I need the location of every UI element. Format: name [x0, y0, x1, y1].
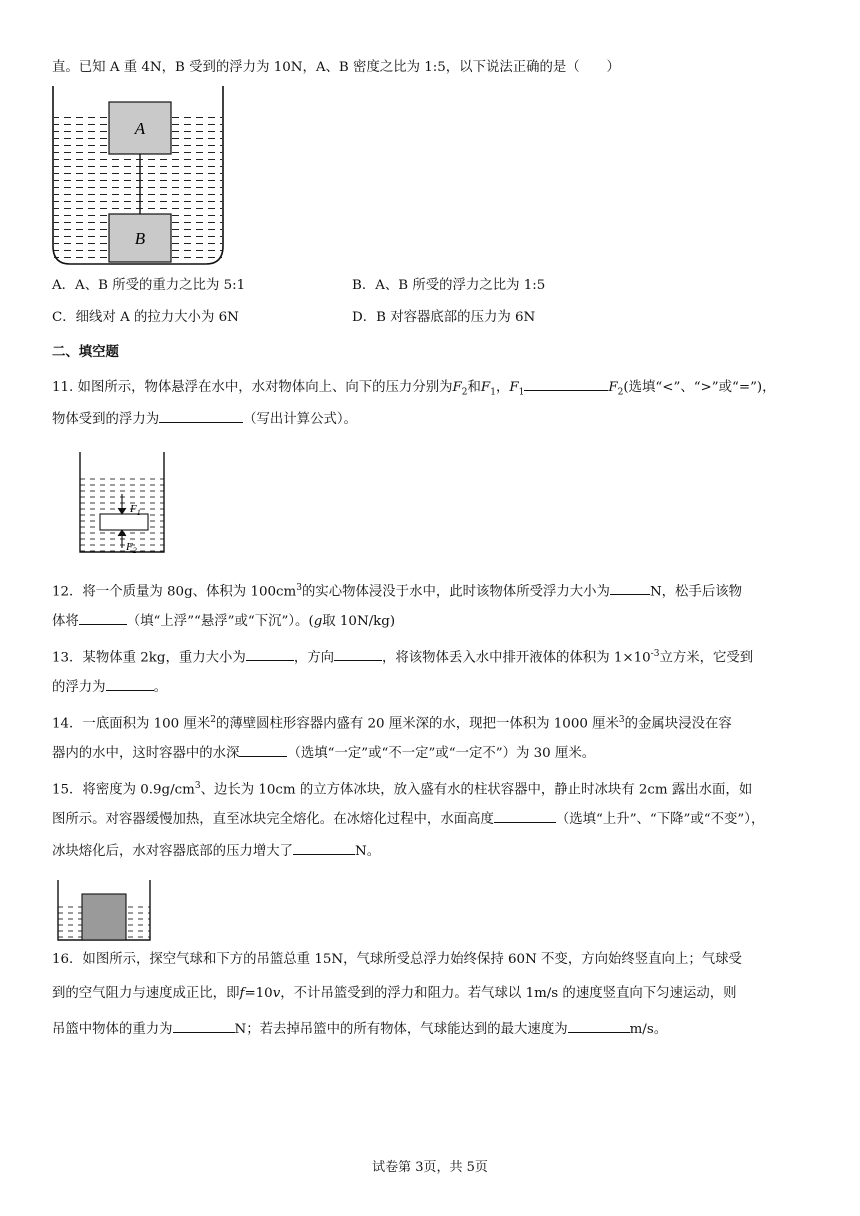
q12-line2: 体将 （填“上浮”“悬浮”或“下沉”）。(g取 10N/kg) — [52, 610, 395, 632]
q14-blank-1[interactable] — [239, 742, 287, 757]
q13-blank-2[interactable] — [334, 646, 382, 661]
q16-blank-1[interactable] — [173, 1018, 235, 1033]
q13-blank-3[interactable] — [106, 676, 154, 691]
page-footer: 试卷第 3页，共 5页 — [372, 1160, 488, 1175]
label-f1: $F_1$ — [130, 503, 141, 517]
q16-line3: 吊篮中物体的重力为 N；若去掉吊篮中的所有物体，气球能达到的最大速度为 m/s。 — [52, 1018, 667, 1040]
q15-line2: 图所示。对容器缓慢加热，直至冰块完全熔化。在冰熔化过程中，水面高度 （选填“上升”、“下降”或“不变”）， — [52, 808, 764, 830]
q10-figure — [50, 86, 226, 266]
q10-option-c[interactable]: C．细线对 A 的拉力大小为 6N — [52, 310, 239, 325]
q16-line2: 到的空气阻力与速度成正比，即f=10v，不计吊篮受到的浮力和阻力。若气球以 1m/s 的速度竖直向下匀速运动，则 — [52, 986, 737, 1001]
q13-line1: 13．某物体重 2kg，重力大小为 ，方向 ，将该物体丢入水中排开液体的体积为 $1\times 10^{-3}$立方米，它受到 — [52, 644, 753, 668]
label-b: B — [134, 229, 146, 248]
q15-figure — [56, 880, 152, 942]
q15-blank-2[interactable] — [293, 840, 355, 855]
q11-line2: 物体受到的浮力为 （写出计算公式）。 — [52, 408, 357, 430]
q10-option-a[interactable]: A．A、B 所受的重力之比为 5:1 — [52, 278, 246, 293]
q10-stem: 直。已知 A 重 4N，B 受到的浮力为 10N，A、B 密度之比为 1:5，以下说法正确的是（ ） — [52, 60, 620, 75]
q11-blank-1[interactable] — [524, 376, 608, 391]
section-title: 二、填空题 — [52, 344, 119, 360]
q11-figure — [78, 452, 168, 554]
q14-line1: 14．一底面积为 100 厘米$^2$的薄壁圆柱形容器内盛有 20 厘米深的水，现把一体积为 1000 厘米$^3$的金属块浸没在容 — [52, 715, 732, 732]
q14-line2: 器内的水中，这时容器中的水深 （选填“一定”或“不一定”或“一定不”）为 30 厘米。 — [52, 742, 595, 764]
q16-blank-2[interactable] — [568, 1018, 630, 1033]
label-f2: $F_2$ — [126, 541, 137, 554]
q11-line1: 11. 如图所示，物体悬浮在水中，水对物体向上、向下的压力分别为$F_2$和$F_1$，$F_1$ $F_2$(选填“<”、“>”或“=”)， — [52, 376, 776, 403]
q11-blank-2[interactable] — [159, 408, 243, 423]
q10-option-b[interactable]: B．A、B 所受的浮力之比为 1:5 — [352, 278, 546, 293]
q12-line1: 12．将一个质量为 80g、体积为 $100cm^3$的实心物体浸没于水中，此时该物体所受浮力大小为 N，松手后该物 — [52, 578, 742, 602]
q10-option-d[interactable]: D．B 对容器底部的压力为 6N — [352, 310, 536, 325]
q13-blank-1[interactable] — [246, 646, 294, 661]
ice-cube — [82, 894, 126, 940]
q15-line3: 冰块熔化后，水对容器底部的压力增大了 N。 — [52, 840, 380, 862]
q15-line1: 15．将密度为 $0.9g/cm^3$、边长为 10cm 的立方体冰块，放入盛有水的柱状容器中，静止时冰块有 2cm 露出水面，如 — [52, 781, 753, 798]
q12-blank-1[interactable] — [610, 580, 650, 595]
q15-blank-1[interactable] — [494, 808, 556, 823]
q12-blank-2[interactable] — [79, 610, 127, 625]
q13-line2: 的浮力为 。 — [52, 676, 167, 698]
q16-line1: 16．如图所示，探空气球和下方的吊篮总重 15N，气球所受总浮力始终保持 60N 不变，方向始终竖直向上；气球受 — [52, 952, 742, 967]
label-a: A — [134, 119, 146, 138]
